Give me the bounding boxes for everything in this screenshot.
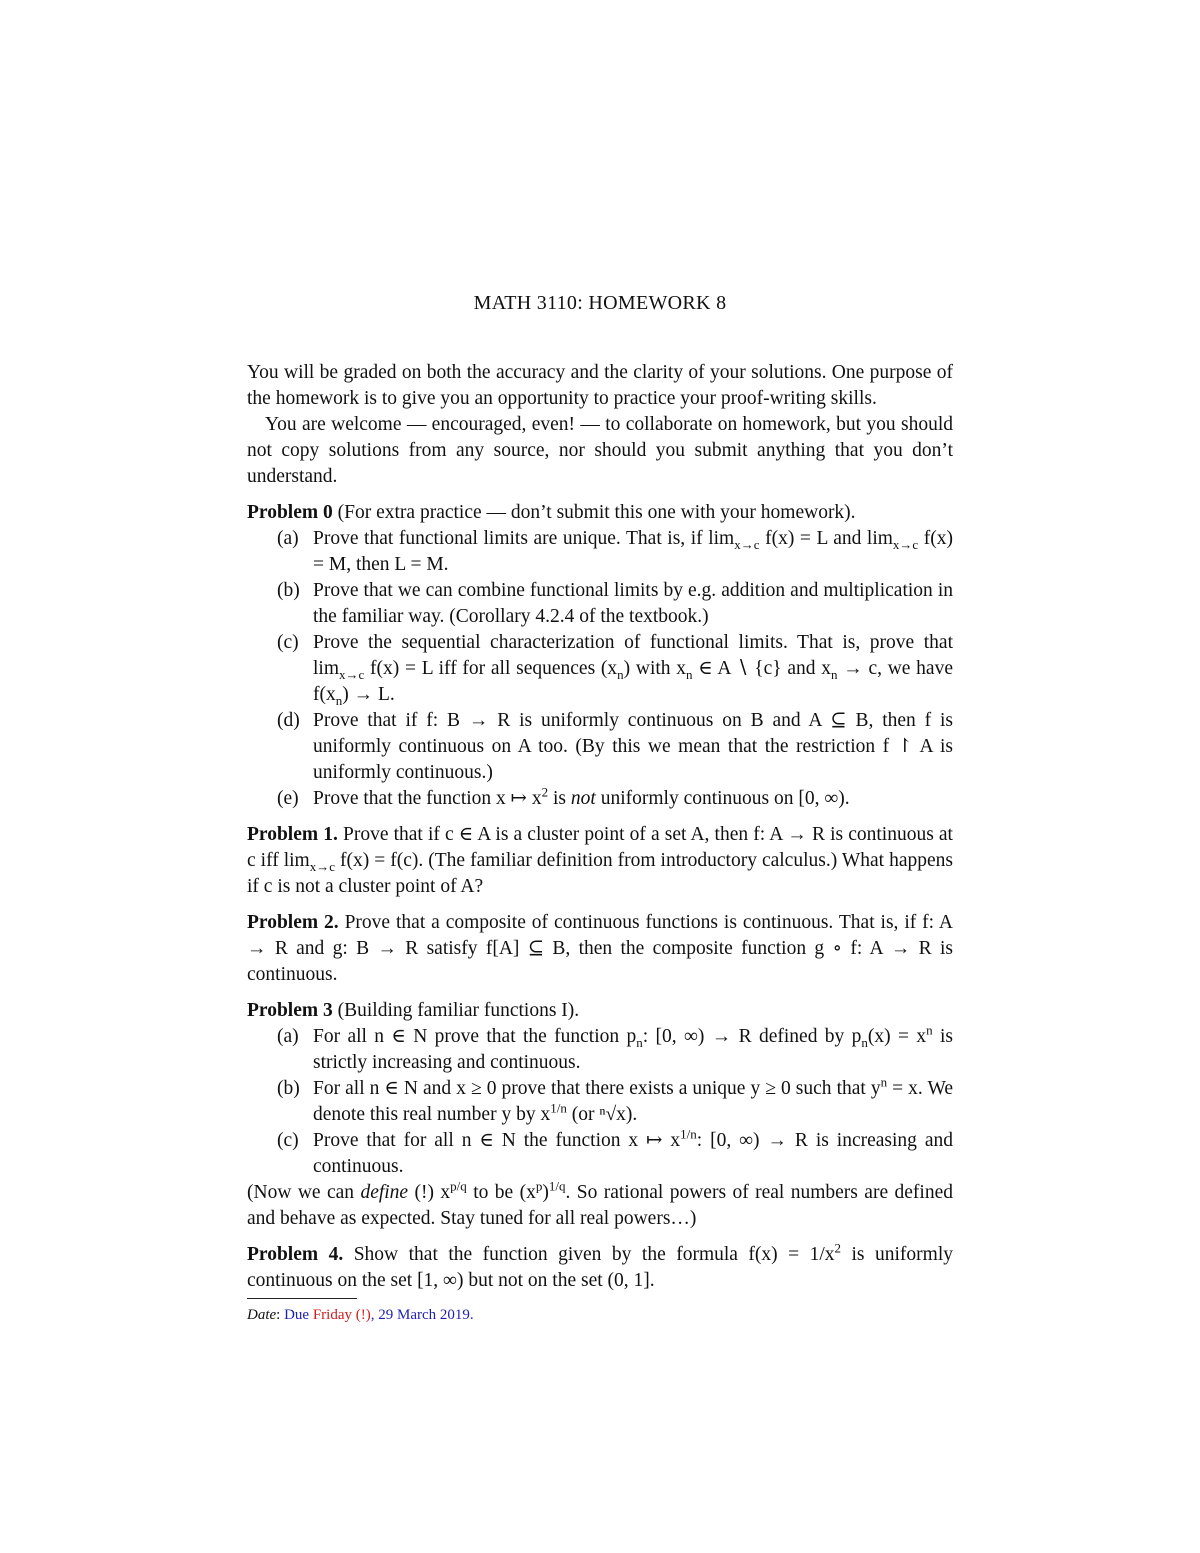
problem-0-heading: Problem 0 bbox=[247, 502, 333, 523]
footnote-rule bbox=[247, 1298, 357, 1299]
problem-3-part-a: (a) For all n ∈ N prove that the function $p_n$: [0, ∞) → R defined by $p_n(x) = x^n$ is strictly increasing and continuous. bbox=[277, 1022, 953, 1073]
footnote: Date: Due Friday (!), 29 March 2019. bbox=[247, 1307, 474, 1323]
problem-2-heading: Problem 2. bbox=[247, 912, 339, 933]
footnote-label: Date bbox=[247, 1307, 277, 1323]
problem-4-heading: Problem 4. bbox=[247, 1244, 344, 1265]
footnote-date-link[interactable]: , 29 March 2019. bbox=[370, 1307, 474, 1323]
problem-0-part-b: (b) Prove that we can combine functional limits by e.g. addition and multiplication in the familiar way. (Corollary 4.2.4 of the textbook.) bbox=[277, 580, 953, 627]
intro-paragraph-2: You are welcome — encouraged, even! — to collaborate on homework, but you should not copy solutions from any source, nor should you submit anything that you don’t understand. bbox=[247, 414, 953, 487]
problem-3-remark: (Now we can define (!) $x^{p/q}$ to be $(x^p)^{1/q}$. So rational powers of real numbers are defined and behave as expected. Stay tuned for all real powers…) bbox=[247, 1178, 953, 1229]
problem-3-part-b: (b) For all n ∈ N and x ≥ 0 prove that there exists a unique y ≥ 0 such that $y^n = x$. We denote this real number y by $x^{1/n}$ (or ⁿ√x). bbox=[277, 1074, 953, 1125]
problem-1: Problem 1. Prove that if c ∈ A is a cluster point of a set A, then f: A → R is continuous at c iff $\lim_{x\to c} f(x) = f(c)$. (The familiar definition from introductory calculus.) What happens if c is not a cluster point of A? bbox=[247, 824, 954, 897]
problem-0 bbox=[247, 500, 953, 812]
problem-1-heading: Problem 1. bbox=[247, 824, 338, 845]
problem-0-part-e: (e) Prove that the function x ↦ $x^2$ is not uniformly continuous on [0, ∞). bbox=[277, 784, 850, 809]
problem-0-part-c: (c) Prove the sequential characterization of functional limits. That is, prove that $\lim_{x\to c} f(x) = L$ iff for all sequences $(x_n)$ with $x_n$ ∈ A ∖ {c} and $x_n \to c$, we have $f(x_n) \to L$. bbox=[277, 632, 953, 708]
problem-3-part-c: (c) Prove that for all n ∈ N the function x ↦ $x^{1/n}$: [0, ∞) → R is increasing and continuous. bbox=[277, 1126, 954, 1177]
problem-2: Problem 2. Prove that a composite of continuous functions is continuous. That is, if f: A → R and g: B → R satisfy f[A] ⊆ B, then the composite function g ∘ f: A → R is continuous. bbox=[247, 912, 953, 985]
footnote-friday-link[interactable]: Friday (!) bbox=[312, 1307, 371, 1323]
footnote-due-link[interactable]: Due bbox=[284, 1307, 310, 1323]
page-title: MATH 3110: HOMEWORK 8 bbox=[473, 292, 727, 314]
intro-paragraph-1: You will be graded on both the accuracy and the clarity of your solutions. One purpose of the homework is to give you an opportunity to practice your proof-writing skills. bbox=[247, 362, 953, 409]
problem-0-parts bbox=[247, 526, 953, 812]
problem-3-note: (Building familiar functions I). bbox=[337, 1000, 580, 1021]
problem-3 bbox=[247, 998, 953, 1232]
problem-0-part-d: (d) Prove that if f: B → R is uniformly continuous on B and A ⊆ B, then f is uniformly continuous on A too. (By this we mean that the restriction f ↾ A is uniformly continuous.) bbox=[277, 710, 953, 783]
problem-3-parts bbox=[247, 1024, 953, 1180]
problem-0-note: (For extra practice — don’t submit this one with your homework). bbox=[337, 502, 856, 523]
paper-page bbox=[247, 290, 953, 1325]
problem-0-part-a: (a) Prove that functional limits are unique. That is, if $\lim_{x\to c} f(x) = L$ and $\lim_{x\to c} f(x) = M$, then L = M. bbox=[277, 528, 953, 575]
problem-3-heading: Problem 3 bbox=[247, 1000, 333, 1021]
problem-4: Problem 4. Show that the function given by the formula $f(x) = 1/x^2$ is uniformly continuous on the set [1, ∞) but not on the set (0, 1]. bbox=[247, 1240, 953, 1291]
